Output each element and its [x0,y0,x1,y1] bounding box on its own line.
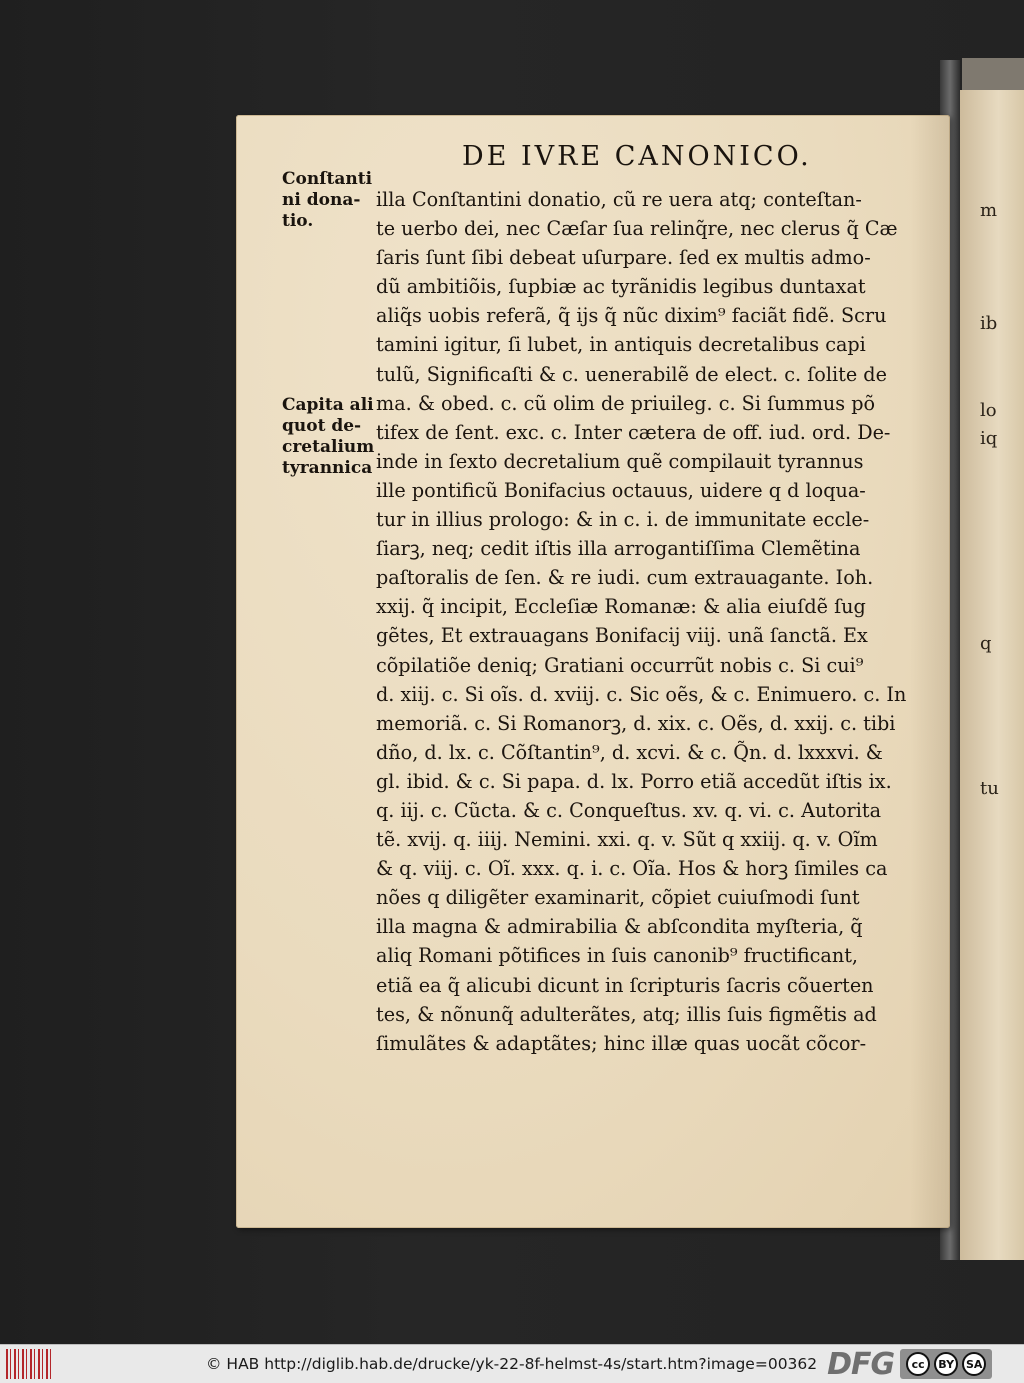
marginal-note-line: Capita ali [282,395,374,415]
body-line: illa Conſtantini donatio, cũ re uera atq; conteſtan- [376,188,862,211]
cc-icon: cc [906,1352,930,1376]
body-line: cõpilatiõe deniq; Gratiani occurrũt nobis c. Si cui⁹ [376,653,864,677]
body-line: & q. viij. c. Oĩ. xxx. q. i. c. Oĩa. Hos & horꝫ ſimiles ca [376,857,888,881]
body-line: te uerbo dei, nec Cæſar ſua relinq̃re, nec clerus q̃ Cæ [376,217,898,241]
marginal-note-line: cretalium [282,437,375,457]
body-line: memoriã. c. Si Romanorꝫ, d. xix. c. Oẽs, d. xxij. c. tibi [376,711,896,735]
body-line: ſimulãtes & adaptãtes; hinc illæ quas uocãt cõcor- [376,1031,867,1055]
by-attribution-icon: BY [934,1352,958,1376]
body-line: ille pontificũ Bonifacius octauus, uidere q d loqua- [376,478,866,502]
marginal-note-line: quot de- [282,416,362,436]
body-line: d. xiij. c. Si oĩs. d. xviij. c. Sic oẽs, & c. Enimuero. c. In [376,682,906,706]
body-line: gl. ibid. & c. Si papa. d. lx. Porro etiã accedũt iſtis ix. [376,769,892,793]
viewer-footer [0,1344,1024,1383]
marginal-note-donatio [282,169,372,232]
body-line: ſaris ſunt ſibi debeat uſurpare. ſed ex multis admo- [376,246,871,270]
marginal-note-line: ni dona- [282,190,361,210]
facing-page-fragment: iq [980,428,998,449]
body-line: inde in ſexto decretalium quẽ compilauit tyrannus [376,449,864,473]
body-line: aliq Romani põtifices in ſuis canonib⁹ fructificant, [376,944,859,968]
body-text [376,185,906,1058]
facing-page [960,90,1024,1260]
hab-barcode-logo [6,1349,54,1379]
marginal-note-capita [282,395,374,479]
body-line: paſtoralis de ſen. & re iudi. cum extrauagante. Ioh. [376,566,874,590]
body-line: tulũ, Significaſti & c. uenerabilẽ de elect. c. ſolite de [376,362,887,386]
cc-license-badge[interactable] [900,1349,992,1379]
body-line: nões q diligẽter examinarit, cõpiet cuiuſmodi ſunt [376,886,860,910]
body-line: xxij. q̃ incipit, Eccleſiæ Romanæ: & alia eiuſdẽ ſug [376,595,866,619]
running-head: DE IVRE CANONICO. [462,141,812,172]
sa-share-alike-icon: SA [962,1352,986,1376]
body-line: tamini igitur, ſi lubet, in antiquis decretalibus capi [376,333,866,357]
marginal-note-line: tyrannica [282,458,373,478]
body-line: tes, & nõnunq̃ adulterãtes, atq; illis ſuis figmẽtis ad [376,1002,877,1026]
body-line: dño, d. lx. c. Cõſtantin⁹, d. xcvi. & c. Q̃n. d. lxxxvi. & [376,740,883,764]
body-line: ma. & obed. c. cũ olim de priuileg. c. Si ſummus põ [376,391,876,415]
body-line: aliq̃s uobis referã, q̃ ijs q̃ nũc dixim⁹ faciãt fidẽ. Scru [376,304,887,328]
facing-page-fragment: ib [980,313,998,334]
marginal-note-line: tio. [282,211,314,231]
dfg-logo: DFG [827,1346,895,1382]
body-line: tur in illius prologo: & in c. i. de immunitate eccle- [376,508,870,532]
body-line: illa magna & admirabilia & abſcondita myſteria, q̃ [376,915,863,939]
body-line: gẽtes, Et extrauagans Bonifacij viij. unã ſanctã. Ex [376,624,868,648]
body-line: q. iij. c. Cũcta. & c. Conqueſtus. xv. q. vi. c. Autorita [376,798,882,822]
facing-page-fragment: q [980,633,992,654]
facing-page-fragment: m [980,200,998,221]
facing-page-fragment: tu [980,778,999,799]
copyright-credit[interactable]: © HAB http://diglib.hab.de/drucke/yk-22-8f-helmst-4s/start.htm?image=00362 [206,1355,818,1373]
facing-page-fragment: lo [980,400,997,421]
body-line: ſiarꝫ, neq; cedit iſtis illa arrogantiſſima Clemẽtina [376,537,861,561]
book-page [236,115,950,1228]
body-line: dũ ambitiõis, ſupbiæ ac tyrãnidis legibus duntaxat [376,275,866,299]
body-line: tifex de ſent. exc. c. Inter cætera de off. iud. ord. De- [376,420,891,444]
body-line: tẽ. xvij. q. iiij. Nemini. xxi. q. v. Sũt q xxiij. q. v. Oĩm [376,828,878,852]
body-line: etiã ea q̃ alicubi dicunt in ſcripturis ſacris cõuerten [376,973,874,997]
marginal-note-line: Conſtanti [282,169,373,189]
